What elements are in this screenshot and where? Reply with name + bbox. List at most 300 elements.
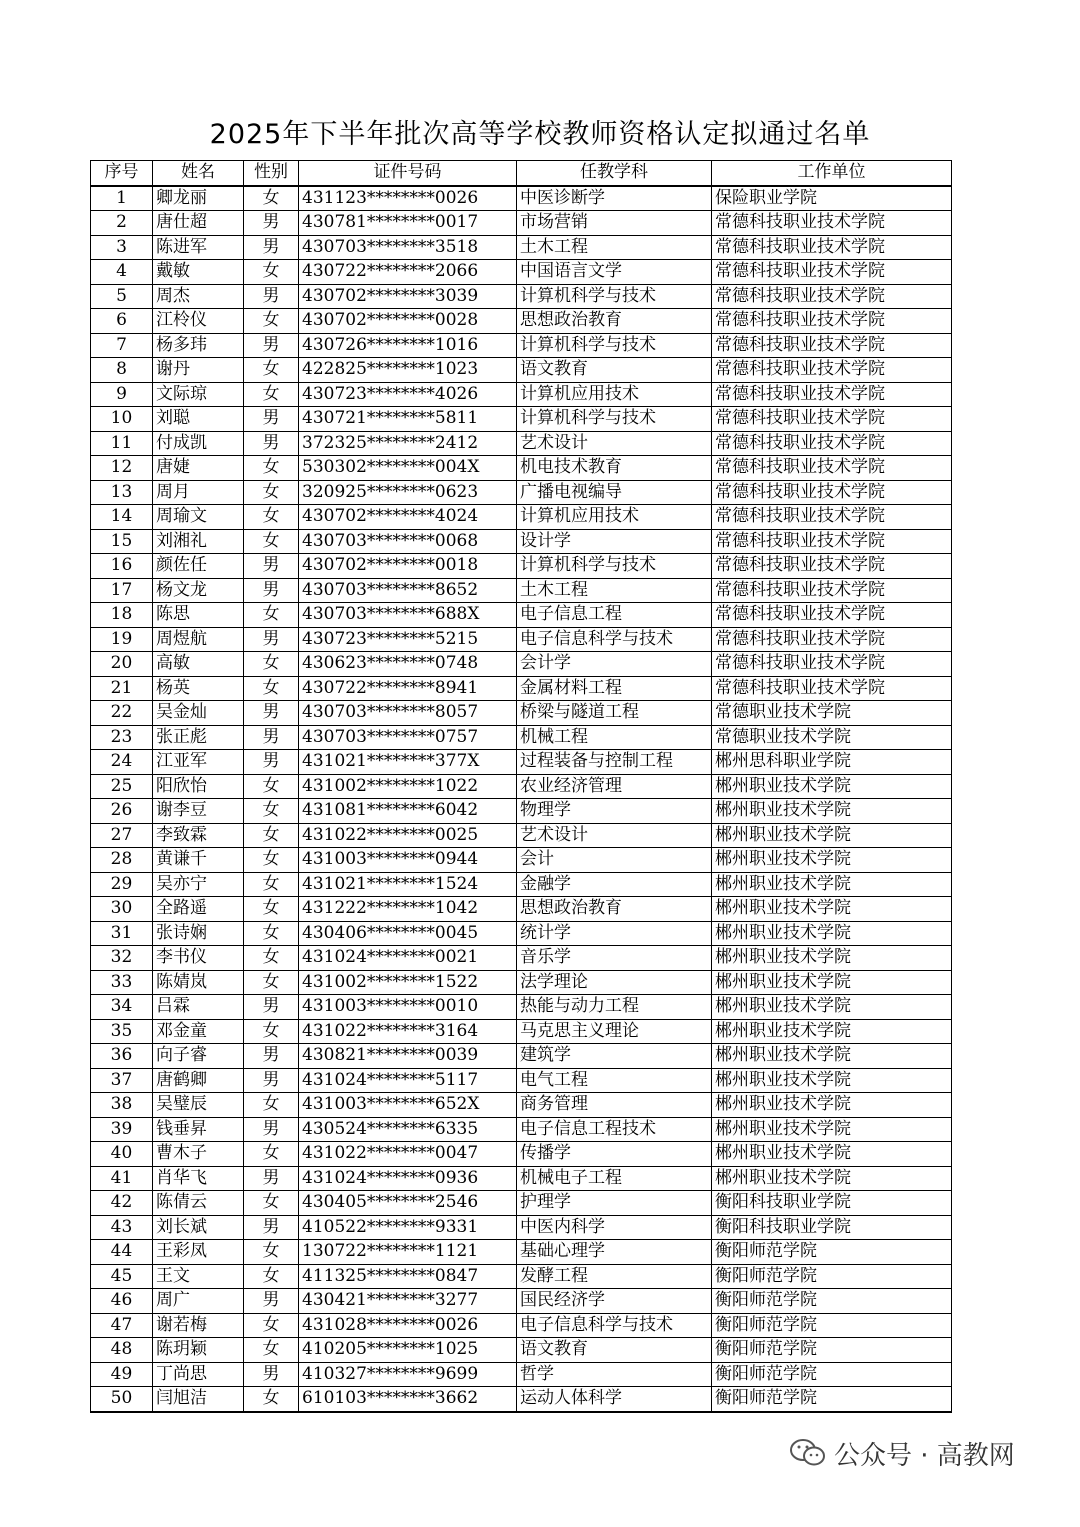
cell-employer: 常德职业技术学院 xyxy=(712,701,952,726)
cell-id-number: 430703********3518 xyxy=(299,235,517,260)
table-header-row xyxy=(91,161,952,186)
cell-gender: 女 xyxy=(244,872,299,897)
cell-gender: 女 xyxy=(244,1313,299,1338)
cell-seq: 6 xyxy=(91,309,153,334)
cell-gender: 女 xyxy=(244,823,299,848)
cell-employer: 郴州职业技术学院 xyxy=(712,1019,952,1044)
cell-seq: 27 xyxy=(91,823,153,848)
table-row xyxy=(91,211,952,236)
cell-name: 谢若梅 xyxy=(153,1313,244,1338)
cell-seq: 8 xyxy=(91,358,153,383)
cell-seq: 43 xyxy=(91,1215,153,1240)
cell-seq: 29 xyxy=(91,872,153,897)
cell-gender: 男 xyxy=(244,1362,299,1387)
cell-employer: 常德科技职业技术学院 xyxy=(712,652,952,677)
cell-seq: 21 xyxy=(91,676,153,701)
cell-subject: 设计学 xyxy=(517,529,712,554)
cell-gender: 男 xyxy=(244,1166,299,1191)
cell-name: 吴金灿 xyxy=(153,701,244,726)
cell-employer: 郴州职业技术学院 xyxy=(712,1093,952,1118)
cell-id-number: 430726********1016 xyxy=(299,333,517,358)
cell-employer: 衡阳师范学院 xyxy=(712,1387,952,1412)
cell-name: 王文 xyxy=(153,1264,244,1289)
cell-seq: 22 xyxy=(91,701,153,726)
cell-gender: 女 xyxy=(244,1191,299,1216)
cell-employer: 常德科技职业技术学院 xyxy=(712,235,952,260)
table-row xyxy=(91,725,952,750)
cell-id-number: 410205********1025 xyxy=(299,1338,517,1363)
cell-seq: 15 xyxy=(91,529,153,554)
table-row xyxy=(91,774,952,799)
cell-seq: 32 xyxy=(91,946,153,971)
cell-seq: 14 xyxy=(91,505,153,530)
cell-employer: 衡阳师范学院 xyxy=(712,1289,952,1314)
cell-gender: 女 xyxy=(244,921,299,946)
cell-gender: 男 xyxy=(244,578,299,603)
cell-gender: 男 xyxy=(244,333,299,358)
cell-id-number: 431002********1022 xyxy=(299,774,517,799)
cell-gender: 女 xyxy=(244,529,299,554)
table-row xyxy=(91,1362,952,1387)
cell-subject: 机电技术教育 xyxy=(517,456,712,481)
cell-seq: 36 xyxy=(91,1044,153,1069)
cell-seq: 31 xyxy=(91,921,153,946)
cell-id-number: 430703********0068 xyxy=(299,529,517,554)
cell-seq: 13 xyxy=(91,480,153,505)
cell-gender: 男 xyxy=(244,627,299,652)
cell-gender: 女 xyxy=(244,382,299,407)
cell-id-number: 431024********5117 xyxy=(299,1068,517,1093)
cell-name: 杨英 xyxy=(153,676,244,701)
table-row xyxy=(91,1019,952,1044)
table-row xyxy=(91,1142,952,1167)
cell-seq: 45 xyxy=(91,1264,153,1289)
cell-seq: 50 xyxy=(91,1387,153,1412)
cell-subject: 电子信息工程 xyxy=(517,603,712,628)
cell-name: 刘湘礼 xyxy=(153,529,244,554)
cell-id-number: 431003********0944 xyxy=(299,848,517,873)
cell-name: 黄谦千 xyxy=(153,848,244,873)
cell-id-number: 430703********8057 xyxy=(299,701,517,726)
cell-id-number: 431022********0025 xyxy=(299,823,517,848)
cell-subject: 思想政治教育 xyxy=(517,897,712,922)
cell-gender: 男 xyxy=(244,1044,299,1069)
cell-name: 江亚军 xyxy=(153,750,244,775)
cell-name: 李致霖 xyxy=(153,823,244,848)
cell-seq: 35 xyxy=(91,1019,153,1044)
cell-subject: 电子信息工程技术 xyxy=(517,1117,712,1142)
cell-gender: 女 xyxy=(244,799,299,824)
cell-employer: 衡阳科技职业学院 xyxy=(712,1191,952,1216)
cell-seq: 38 xyxy=(91,1093,153,1118)
cell-subject: 农业经济管理 xyxy=(517,774,712,799)
table-row xyxy=(91,946,952,971)
table-row xyxy=(91,823,952,848)
cell-subject: 会计学 xyxy=(517,652,712,677)
cell-subject: 音乐学 xyxy=(517,946,712,971)
cell-subject: 计算机应用技术 xyxy=(517,382,712,407)
table-row xyxy=(91,431,952,456)
cell-employer: 郴州职业技术学院 xyxy=(712,1117,952,1142)
cell-id-number: 430703********688X xyxy=(299,603,517,628)
cell-subject: 运动人体科学 xyxy=(517,1387,712,1412)
cell-employer: 常德科技职业技术学院 xyxy=(712,505,952,530)
table-row xyxy=(91,186,952,211)
cell-name: 钱垂昇 xyxy=(153,1117,244,1142)
cell-employer: 衡阳师范学院 xyxy=(712,1362,952,1387)
cell-gender: 男 xyxy=(244,1068,299,1093)
cell-name: 周月 xyxy=(153,480,244,505)
cell-gender: 女 xyxy=(244,480,299,505)
cell-subject: 机械工程 xyxy=(517,725,712,750)
cell-name: 唐婕 xyxy=(153,456,244,481)
cell-id-number: 430821********0039 xyxy=(299,1044,517,1069)
cell-gender: 男 xyxy=(244,235,299,260)
table-row xyxy=(91,1093,952,1118)
cell-subject: 机械电子工程 xyxy=(517,1166,712,1191)
cell-employer: 常德科技职业技术学院 xyxy=(712,211,952,236)
cell-employer: 郴州职业技术学院 xyxy=(712,995,952,1020)
cell-name: 付成凯 xyxy=(153,431,244,456)
cell-seq: 16 xyxy=(91,554,153,579)
cell-name: 肖华飞 xyxy=(153,1166,244,1191)
cell-gender: 女 xyxy=(244,1338,299,1363)
cell-seq: 7 xyxy=(91,333,153,358)
cell-name: 陈婧岚 xyxy=(153,970,244,995)
header-name: 姓名 xyxy=(153,161,244,186)
cell-gender: 女 xyxy=(244,897,299,922)
cell-name: 丁尚思 xyxy=(153,1362,244,1387)
cell-gender: 男 xyxy=(244,431,299,456)
cell-seq: 19 xyxy=(91,627,153,652)
cell-subject: 电子信息科学与技术 xyxy=(517,1313,712,1338)
cell-id-number: 610103********3662 xyxy=(299,1387,517,1412)
cell-name: 王彩凤 xyxy=(153,1240,244,1265)
cell-employer: 衡阳科技职业学院 xyxy=(712,1215,952,1240)
cell-subject: 建筑学 xyxy=(517,1044,712,1069)
table-row xyxy=(91,897,952,922)
cell-name: 杨文龙 xyxy=(153,578,244,603)
cell-employer: 保险职业学院 xyxy=(712,186,952,211)
cell-id-number: 431081********6042 xyxy=(299,799,517,824)
cell-gender: 男 xyxy=(244,407,299,432)
cell-subject: 计算机科学与技术 xyxy=(517,407,712,432)
cell-seq: 24 xyxy=(91,750,153,775)
cell-subject: 中医内科学 xyxy=(517,1215,712,1240)
cell-employer: 郴州职业技术学院 xyxy=(712,970,952,995)
watermark-text: 公众号 · 高教网 xyxy=(834,1440,1015,1471)
cell-gender: 男 xyxy=(244,211,299,236)
cell-subject: 物理学 xyxy=(517,799,712,824)
cell-id-number: 430723********5215 xyxy=(299,627,517,652)
table-row xyxy=(91,1166,952,1191)
cell-gender: 女 xyxy=(244,358,299,383)
header-subject: 任教学科 xyxy=(517,161,712,186)
cell-seq: 40 xyxy=(91,1142,153,1167)
cell-seq: 34 xyxy=(91,995,153,1020)
cell-employer: 常德科技职业技术学院 xyxy=(712,382,952,407)
cell-name: 江柃仪 xyxy=(153,309,244,334)
cell-name: 吴亦宁 xyxy=(153,872,244,897)
cell-subject: 计算机应用技术 xyxy=(517,505,712,530)
cell-employer: 常德科技职业技术学院 xyxy=(712,309,952,334)
cell-seq: 46 xyxy=(91,1289,153,1314)
cell-name: 阳欣怡 xyxy=(153,774,244,799)
cell-seq: 25 xyxy=(91,774,153,799)
cell-subject: 计算机科学与技术 xyxy=(517,284,712,309)
cell-subject: 土木工程 xyxy=(517,578,712,603)
cell-subject: 金融学 xyxy=(517,872,712,897)
cell-subject: 语文教育 xyxy=(517,358,712,383)
table-row xyxy=(91,652,952,677)
cell-seq: 9 xyxy=(91,382,153,407)
cell-employer: 衡阳师范学院 xyxy=(712,1338,952,1363)
cell-name: 陈思 xyxy=(153,603,244,628)
cell-employer: 常德科技职业技术学院 xyxy=(712,407,952,432)
cell-employer: 郴州职业技术学院 xyxy=(712,1044,952,1069)
cell-gender: 男 xyxy=(244,701,299,726)
cell-subject: 市场营销 xyxy=(517,211,712,236)
cell-subject: 发酵工程 xyxy=(517,1264,712,1289)
table-row xyxy=(91,848,952,873)
cell-gender: 男 xyxy=(244,1215,299,1240)
table-row xyxy=(91,921,952,946)
cell-name: 卿龙丽 xyxy=(153,186,244,211)
cell-gender: 女 xyxy=(244,1264,299,1289)
table-row xyxy=(91,1313,952,1338)
cell-id-number: 320925********0623 xyxy=(299,480,517,505)
table-row xyxy=(91,529,952,554)
cell-subject: 会计 xyxy=(517,848,712,873)
cell-subject: 计算机科学与技术 xyxy=(517,554,712,579)
table-row xyxy=(91,260,952,285)
cell-gender: 女 xyxy=(244,1019,299,1044)
header-gender: 性别 xyxy=(244,161,299,186)
cell-seq: 47 xyxy=(91,1313,153,1338)
cell-id-number: 431021********377X xyxy=(299,750,517,775)
cell-id-number: 430405********2546 xyxy=(299,1191,517,1216)
cell-employer: 常德科技职业技术学院 xyxy=(712,554,952,579)
table-row xyxy=(91,1117,952,1142)
cell-gender: 男 xyxy=(244,1289,299,1314)
cell-employer: 常德科技职业技术学院 xyxy=(712,676,952,701)
cell-subject: 桥梁与隧道工程 xyxy=(517,701,712,726)
cell-name: 文际琼 xyxy=(153,382,244,407)
cell-gender: 女 xyxy=(244,309,299,334)
cell-name: 刘聪 xyxy=(153,407,244,432)
cell-subject: 土木工程 xyxy=(517,235,712,260)
cell-name: 周瑜文 xyxy=(153,505,244,530)
table-row xyxy=(91,1264,952,1289)
cell-employer: 郴州职业技术学院 xyxy=(712,897,952,922)
cell-employer: 郴州职业技术学院 xyxy=(712,1142,952,1167)
cell-gender: 女 xyxy=(244,774,299,799)
cell-gender: 女 xyxy=(244,456,299,481)
cell-id-number: 431024********0021 xyxy=(299,946,517,971)
cell-employer: 常德科技职业技术学院 xyxy=(712,603,952,628)
page-title: 2025年下半年批次高等学校教师资格认定拟通过名单 xyxy=(209,119,871,150)
cell-seq: 2 xyxy=(91,211,153,236)
cell-subject: 基础心理学 xyxy=(517,1240,712,1265)
cell-id-number: 430723********4026 xyxy=(299,382,517,407)
cell-seq: 49 xyxy=(91,1362,153,1387)
cell-seq: 42 xyxy=(91,1191,153,1216)
cell-name: 向子睿 xyxy=(153,1044,244,1069)
cell-name: 张正彪 xyxy=(153,725,244,750)
cell-id-number: 431022********3164 xyxy=(299,1019,517,1044)
cell-name: 邓金童 xyxy=(153,1019,244,1044)
cell-seq: 11 xyxy=(91,431,153,456)
cell-gender: 男 xyxy=(244,725,299,750)
cell-subject: 电气工程 xyxy=(517,1068,712,1093)
cell-employer: 郴州职业技术学院 xyxy=(712,823,952,848)
table-row xyxy=(91,1215,952,1240)
cell-id-number: 530302********004X xyxy=(299,456,517,481)
cell-employer: 衡阳师范学院 xyxy=(712,1264,952,1289)
cell-employer: 郴州职业技术学院 xyxy=(712,872,952,897)
cell-gender: 女 xyxy=(244,652,299,677)
cell-name: 陈玥颖 xyxy=(153,1338,244,1363)
table-row xyxy=(91,970,952,995)
table-row xyxy=(91,872,952,897)
cell-seq: 39 xyxy=(91,1117,153,1142)
cell-employer: 常德科技职业技术学院 xyxy=(712,627,952,652)
cell-subject: 广播电视编导 xyxy=(517,480,712,505)
cell-gender: 女 xyxy=(244,970,299,995)
cell-name: 周杰 xyxy=(153,284,244,309)
cell-employer: 常德职业技术学院 xyxy=(712,725,952,750)
cell-employer: 常德科技职业技术学院 xyxy=(712,431,952,456)
cell-employer: 衡阳师范学院 xyxy=(712,1313,952,1338)
cell-id-number: 430406********0045 xyxy=(299,921,517,946)
cell-subject: 热能与动力工程 xyxy=(517,995,712,1020)
cell-seq: 28 xyxy=(91,848,153,873)
cell-name: 周煜航 xyxy=(153,627,244,652)
cell-gender: 女 xyxy=(244,505,299,530)
cell-employer: 常德科技职业技术学院 xyxy=(712,456,952,481)
cell-id-number: 430421********3277 xyxy=(299,1289,517,1314)
cell-subject: 商务管理 xyxy=(517,1093,712,1118)
cell-id-number: 431123********0026 xyxy=(299,186,517,211)
table-row xyxy=(91,309,952,334)
table-row xyxy=(91,407,952,432)
cell-id-number: 430703********8652 xyxy=(299,578,517,603)
table-row xyxy=(91,358,952,383)
cell-subject: 语文教育 xyxy=(517,1338,712,1363)
cell-seq: 33 xyxy=(91,970,153,995)
cell-name: 曹木子 xyxy=(153,1142,244,1167)
cell-subject: 金属材料工程 xyxy=(517,676,712,701)
cell-id-number: 411325********0847 xyxy=(299,1264,517,1289)
table-row xyxy=(91,603,952,628)
cell-gender: 女 xyxy=(244,186,299,211)
cell-employer: 常德科技职业技术学院 xyxy=(712,529,952,554)
cell-subject: 法学理论 xyxy=(517,970,712,995)
cell-subject: 护理学 xyxy=(517,1191,712,1216)
cell-id-number: 372325********2412 xyxy=(299,431,517,456)
cell-employer: 郴州职业技术学院 xyxy=(712,1166,952,1191)
cell-name: 颜佐任 xyxy=(153,554,244,579)
cell-seq: 37 xyxy=(91,1068,153,1093)
cell-id-number: 430702********0018 xyxy=(299,554,517,579)
cell-id-number: 430781********0017 xyxy=(299,211,517,236)
cell-name: 高敏 xyxy=(153,652,244,677)
cell-employer: 常德科技职业技术学院 xyxy=(712,260,952,285)
cell-name: 唐仕超 xyxy=(153,211,244,236)
cell-subject: 思想政治教育 xyxy=(517,309,712,334)
cell-id-number: 431028********0026 xyxy=(299,1313,517,1338)
cell-name: 陈倩云 xyxy=(153,1191,244,1216)
cell-gender: 女 xyxy=(244,603,299,628)
table-row xyxy=(91,1338,952,1363)
cell-id-number: 430722********8941 xyxy=(299,676,517,701)
table-row xyxy=(91,701,952,726)
cell-subject: 电子信息科学与技术 xyxy=(517,627,712,652)
table-row xyxy=(91,284,952,309)
cell-subject: 国民经济学 xyxy=(517,1289,712,1314)
cell-seq: 10 xyxy=(91,407,153,432)
cell-name: 谢李豆 xyxy=(153,799,244,824)
table-row xyxy=(91,578,952,603)
cell-id-number: 422825********1023 xyxy=(299,358,517,383)
cell-subject: 艺术设计 xyxy=(517,431,712,456)
cell-id-number: 430703********0757 xyxy=(299,725,517,750)
cell-id-number: 431003********652X xyxy=(299,1093,517,1118)
cell-gender: 女 xyxy=(244,1142,299,1167)
cell-id-number: 431222********1042 xyxy=(299,897,517,922)
cell-id-number: 430702********3039 xyxy=(299,284,517,309)
table-row xyxy=(91,333,952,358)
cell-id-number: 430702********0028 xyxy=(299,309,517,334)
cell-gender: 男 xyxy=(244,284,299,309)
cell-seq: 30 xyxy=(91,897,153,922)
cell-employer: 郴州思科职业学院 xyxy=(712,750,952,775)
cell-gender: 女 xyxy=(244,1093,299,1118)
header-employer: 工作单位 xyxy=(712,161,952,186)
cell-name: 全路遥 xyxy=(153,897,244,922)
table-row xyxy=(91,480,952,505)
table-row xyxy=(91,1044,952,1069)
cell-id-number: 431024********0936 xyxy=(299,1166,517,1191)
cell-seq: 12 xyxy=(91,456,153,481)
table-row xyxy=(91,1068,952,1093)
cell-employer: 常德科技职业技术学院 xyxy=(712,578,952,603)
cell-name: 吕霖 xyxy=(153,995,244,1020)
cell-employer: 常德科技职业技术学院 xyxy=(712,284,952,309)
cell-seq: 23 xyxy=(91,725,153,750)
cell-id-number: 430721********5811 xyxy=(299,407,517,432)
cell-id-number: 430702********4024 xyxy=(299,505,517,530)
cell-name: 李书仪 xyxy=(153,946,244,971)
cell-seq: 26 xyxy=(91,799,153,824)
cell-name: 陈进军 xyxy=(153,235,244,260)
table-row xyxy=(91,676,952,701)
cell-subject: 中医诊断学 xyxy=(517,186,712,211)
cell-subject: 传播学 xyxy=(517,1142,712,1167)
cell-name: 张诗娴 xyxy=(153,921,244,946)
cell-employer: 郴州职业技术学院 xyxy=(712,774,952,799)
cell-subject: 马克思主义理论 xyxy=(517,1019,712,1044)
cell-seq: 18 xyxy=(91,603,153,628)
table-row xyxy=(91,799,952,824)
cell-seq: 20 xyxy=(91,652,153,677)
table-row xyxy=(91,1191,952,1216)
header-seq: 序号 xyxy=(91,161,153,186)
cell-employer: 郴州职业技术学院 xyxy=(712,799,952,824)
cell-id-number: 430722********2066 xyxy=(299,260,517,285)
table-row xyxy=(91,554,952,579)
cell-subject: 统计学 xyxy=(517,921,712,946)
